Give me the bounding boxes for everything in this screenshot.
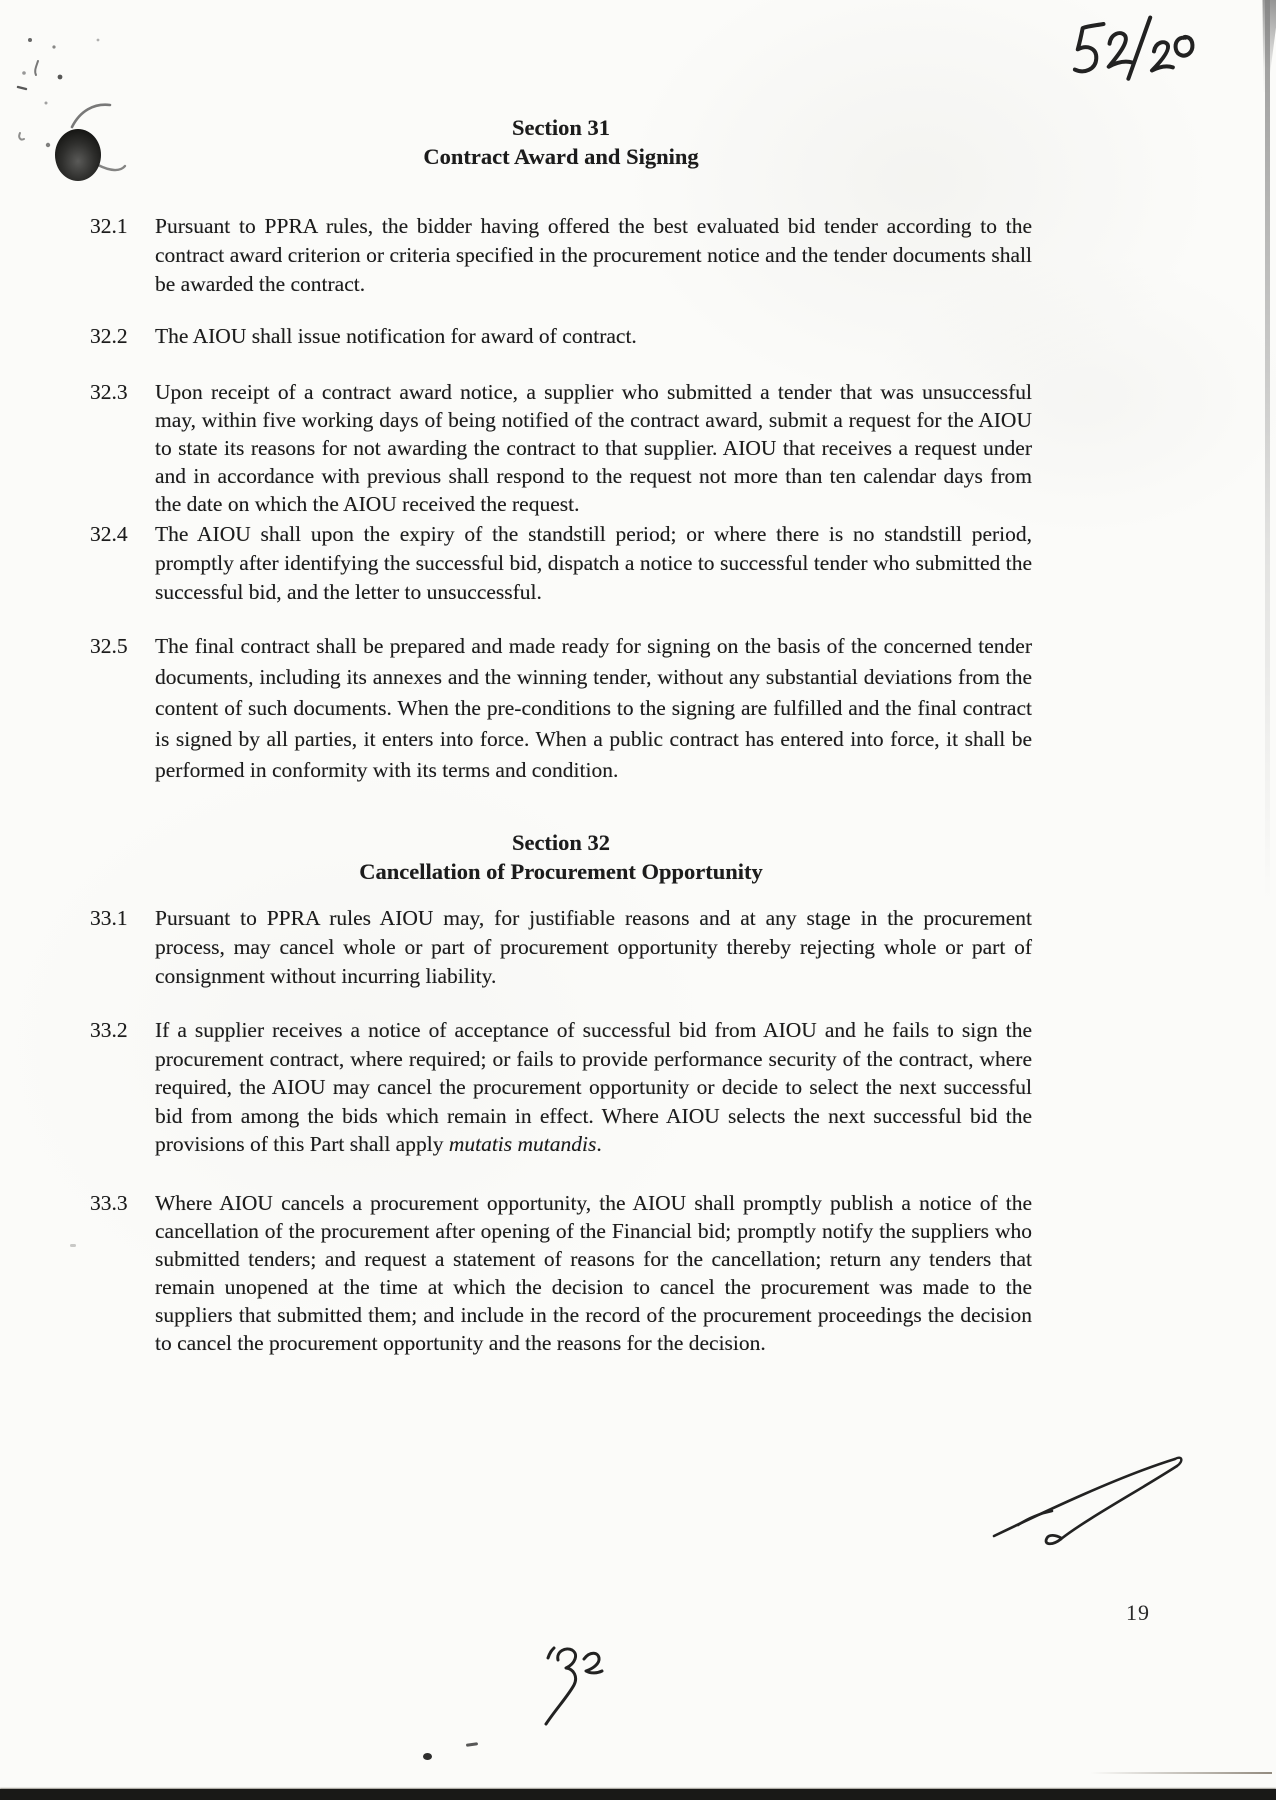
page-number: 19 (1126, 1600, 1150, 1625)
clause-text: Pursuant to PPRA rules AIOU may, for justifiable reasons and at any stage in the procurement process, may cancel whole or part of procurement opportunity thereby rejecting whole or part of consignment without incurring liability. (155, 906, 1032, 988)
handwritten-corner-mark (1070, 12, 1214, 91)
section-31-title: Section 31 (511, 115, 611, 140)
clause-number: 32.4 (90, 522, 128, 546)
section-32-heading (90, 828, 1032, 886)
clause-33-1 (90, 904, 1032, 991)
clause-text: The final contract shall be prepared and made ready for signing on the basis of the concerned tender documents, including its annexes and the winning tender, without any substantial deviations from the content of such documents. When the pre-conditions to the signing are fulfilled and the final contract is signed by all parties, it enters into force. When a public contract has entered into force, it shall be performed in conformity with its terms and condition. (155, 634, 1032, 782)
clause-32-4 (90, 520, 1032, 607)
document-body (90, 0, 1032, 1357)
clause-number: 33.1 (90, 906, 128, 930)
clause-text: Upon receipt of a contract award notice, a supplier who submitted a tender that was unsuccessful may, within five working days of being notified of the contract award, submit a request for the AIOU to state its reasons for not awarding the contract to that supplier. AIOU that receives a request under and in accordance with previous shall respond to the request not more than ten calendar days from the date on which the AIOU received the request. (155, 380, 1032, 516)
clause-33-3 (90, 1189, 1032, 1357)
clause-text (155, 1016, 1032, 1159)
clause-text-after: . (596, 1132, 602, 1156)
clause-number: 32.3 (90, 380, 128, 404)
clause-text: Pursuant to PPRA rules, the bidder having offered the best evaluated bid tender according to the contract award criterion or criteria specified in the procurement notice and the tender documents shall be awarded the contract. (155, 214, 1032, 296)
clause-32-3 (90, 378, 1032, 518)
clause-number: 32.5 (90, 634, 128, 658)
clause-number: 33.3 (90, 1190, 128, 1215)
clause-32-2 (90, 322, 1032, 351)
ink-dot (423, 1753, 432, 1760)
clause-number: 33.2 (90, 1018, 128, 1042)
clause-number: 32.2 (90, 324, 128, 348)
clause-text: Where AIOU cancels a procurement opportunity, the AIOU shall promptly publish a notice of the cancellation of the procurement after opening of the Financial bid; promptly notify the suppliers who submitted tenders; and request a statement of reasons for the cancellation; return any tenders that remain unopened at the time at which the decision to cancel the procurement was made to the suppliers that submitted them; and include in the record of the procurement proceedings the decision to cancel the procurement opportunity and the reasons for the decision. (155, 1190, 1032, 1355)
clause-text-main: If a supplier receives a notice of acceptance of successful bid from AIOU and he fails to sign the procurement contract, where required; or fails to provide performance security of the contract, where required, the AIOU may cancel the procurement opportunity or decide to select the next successful bid from among the bids which remain in effect. Where AIOU selects the next successful bid the provisions of this Part shall apply (155, 1018, 1032, 1156)
scan-smudge (70, 1244, 76, 1247)
handwritten-bottom-mark (538, 1646, 610, 1741)
clause-text-italic: mutatis mutandis (448, 1132, 597, 1156)
section-32-title: Section 32 (511, 830, 611, 855)
clause-32-1 (90, 212, 1032, 299)
clause-32-5 (90, 631, 1032, 786)
clause-number: 32.1 (90, 214, 128, 238)
section-31-heading (90, 113, 1032, 171)
clause-text: The AIOU shall issue notification for award of contract. (155, 324, 637, 348)
section-32-subtitle: Cancellation of Procurement Opportunity (359, 859, 763, 884)
scan-artifact-line (1090, 1772, 1272, 1774)
clause-text: The AIOU shall upon the expiry of the standstill period; or where there is no standstill period, promptly after identifying the successful bid, dispatch a notice to successful tender who submitted the successful bid, and the letter to unsuccessful. (155, 522, 1032, 604)
scanner-edge-bar (0, 1789, 1276, 1800)
clause-33-2 (90, 1016, 1032, 1159)
ink-dash (466, 1742, 478, 1747)
signature-swoosh (988, 1448, 1188, 1553)
page-edge-shadow (1265, 0, 1270, 900)
section-31-subtitle: Contract Award and Signing (423, 144, 699, 169)
page-corner-shadow (1246, 0, 1276, 92)
